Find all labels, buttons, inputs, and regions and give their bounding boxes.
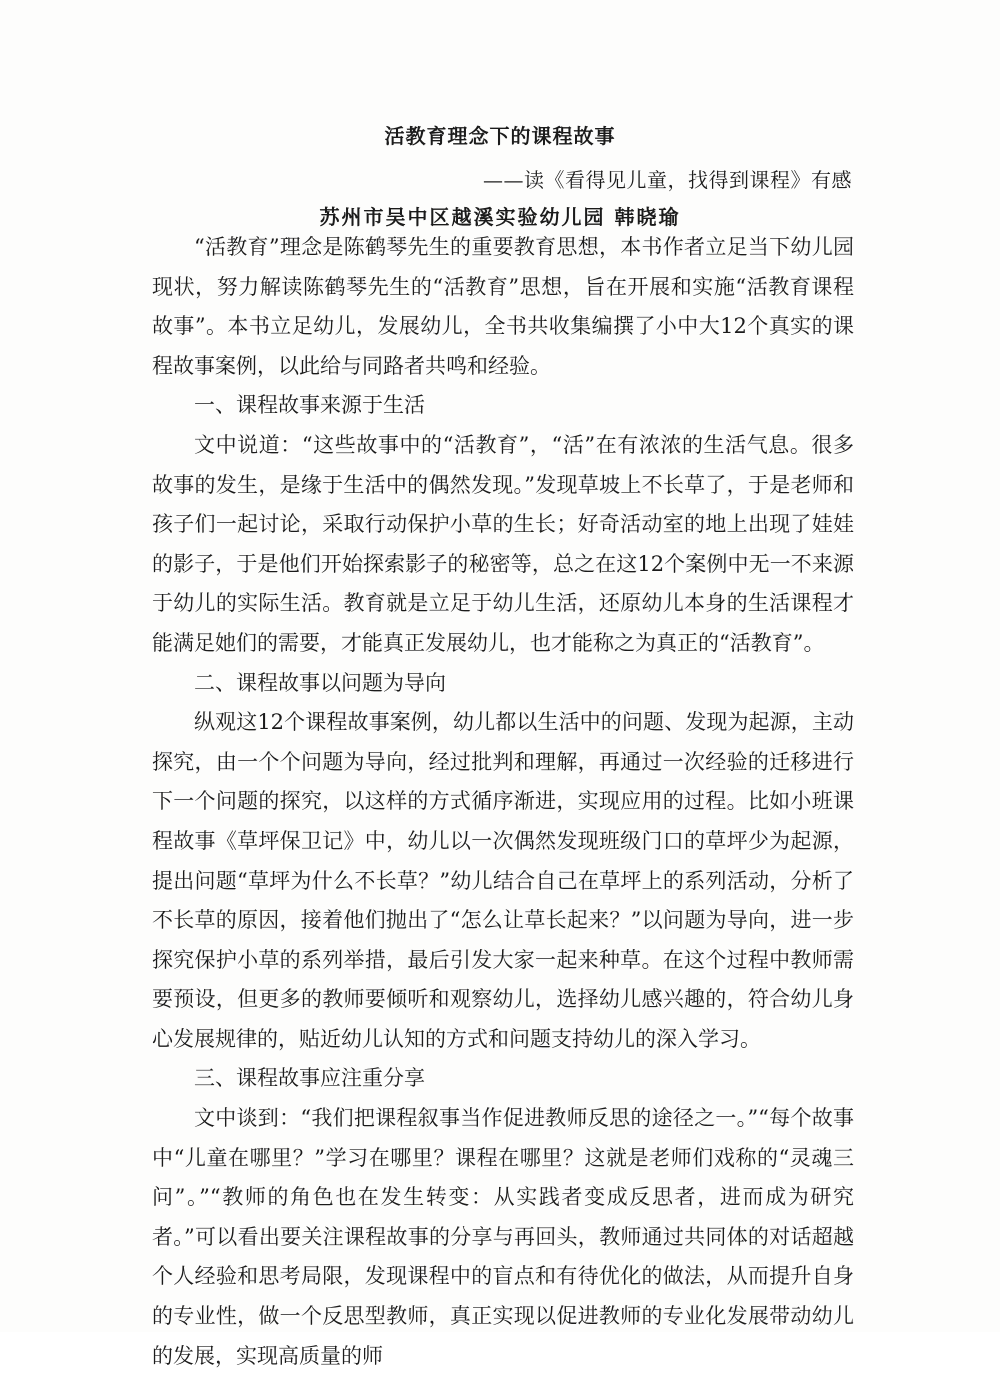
section-heading-1: 一、课程故事来源于生活 bbox=[194, 393, 425, 418]
document-title: 活教育理念下的课程故事 bbox=[384, 124, 616, 148]
document-author: 苏州市吴中区越溪实验幼儿园 韩晓瑜 bbox=[319, 205, 681, 229]
section-paragraph-1: 文中说道：“这些故事中的“活教育”，“活”在有浓浓的生活气息。很多故事的发生，是缘于生活中的偶然发现。”发现草坡上不长草了，于是老师和孩子们一起讨论，采取行动保护小草的生长；好奇活动室的地上出现了娃娃的影子，于是他们开始探索影子的秘密等，总之在这12个案例中无一不来源于幼儿的实际生活。教育就是立足于幼儿生活，还原幼儿本身的生活课程才能满足她们的需要，才能真正发展幼儿，也才能称之为真正的“活教育”。 bbox=[152, 432, 854, 655]
section-paragraph-2: 纵观这12个课程故事案例，幼儿都以生活中的问题、发现为起源，主动探究，由一个个问题为导向，经过批判和理解，再通过一次经验的迁移进行下一个问题的探究，以这样的方式循序渐进，实现应用的过程。比如小班课程故事《草坪保卫记》中，幼儿以一次偶然发现班级门口的草坪少为起源，提出问题“草坪为什么不长草？”幼儿结合自己在草坪上的系列活动，分析了不长草的原因，接着他们抛出了“怎么让草长起来？”以问题为导向，进一步探究保护小草的系列举措，最后引发大家一起来种草。在这个过程中教师需要预设，但更多的教师要倾听和观察幼儿，选择幼儿感兴趣的，符合幼儿身心发展规律的，贴近幼儿认知的方式和问题支持幼儿的深入学习。 bbox=[152, 710, 854, 1051]
document-subtitle: ——读《看得见儿童，找得到课程》有感 bbox=[483, 168, 852, 192]
section-paragraph-3: 文中谈到：“我们把课程叙事当作促进教师反思的途径之一。”“每个故事中“儿童在哪里？”学习在哪里？课程在哪里？这就是老师们戏称的“灵魂三问”。”“教师的角色也在发生转变：从实践者变成反思者，进而成为研究者。”可以看出要关注课程故事的分享与再回头，教师通过共同体的对话超越个人经验和思考局限，发现课程中的盲点和有待优化的做法，从而提升自身的专业性，做一个反思型教师，真正实现以促进教师的专业化发展带动幼儿的发展，实现高质量的师 bbox=[152, 1106, 854, 1368]
section-heading-3: 三、课程故事应注重分享 bbox=[194, 1066, 425, 1091]
section-heading-2: 二、课程故事以问题为导向 bbox=[194, 670, 446, 695]
intro-paragraph: “活教育”理念是陈鹤琴先生的重要教育思想，本书作者立足当下幼儿园现状，努力解读陈鹤琴先生的“活教育”思想，旨在开展和实施“活教育课程故事”。本书立足幼儿，发展幼儿，全书共收集编撰了小中大12个真实的课程故事案例，以此给与同路者共鸣和经验。 bbox=[152, 235, 854, 378]
document-body bbox=[152, 228, 854, 1376]
